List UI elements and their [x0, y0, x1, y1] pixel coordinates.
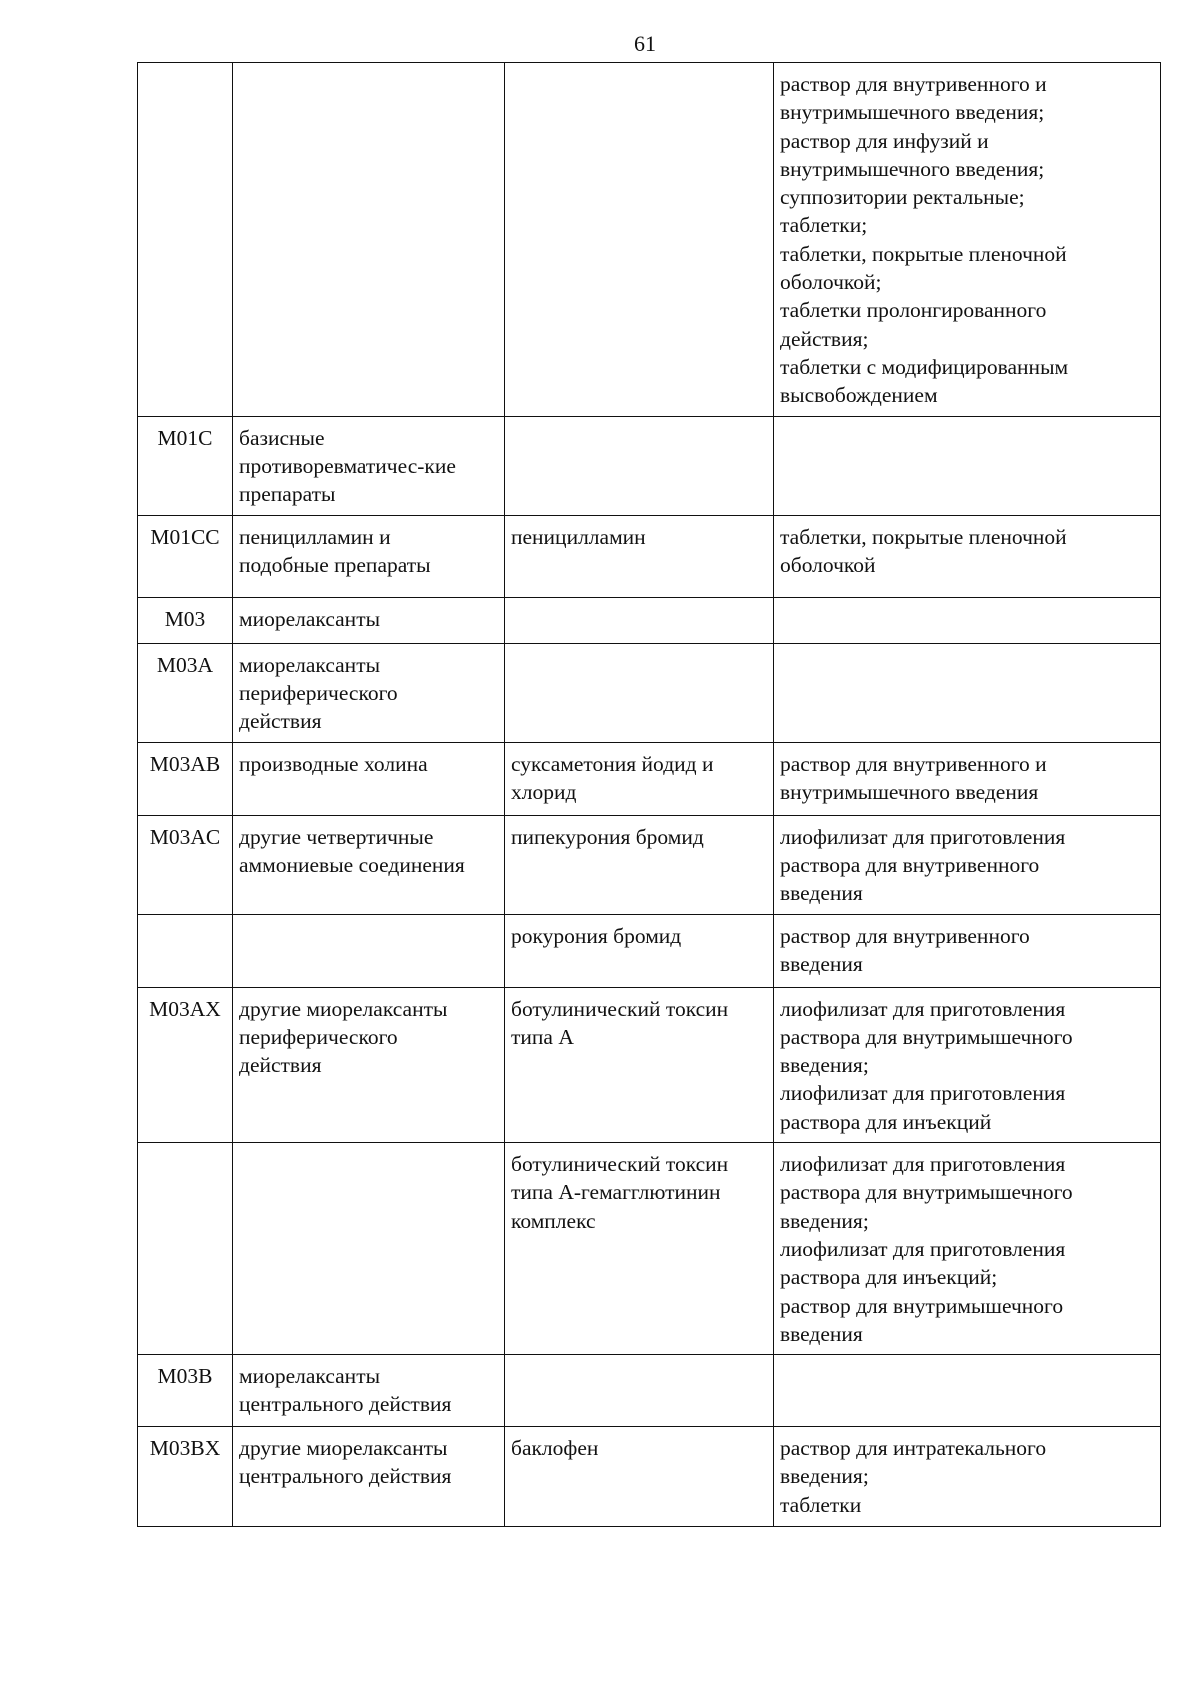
drug-name-cell	[505, 515, 774, 597]
table-row	[138, 1355, 1161, 1427]
dosage-forms-line: раствора для инъекций;	[780, 1265, 998, 1290]
dosage-forms-line: внутримышечного введения;	[780, 100, 1045, 125]
dosage-forms-line: лиофилизат для приготовления	[780, 996, 1066, 1021]
dosage-forms-line: таблетки пролонгированного	[780, 298, 1047, 323]
anatomic-group-cell	[233, 1143, 505, 1355]
drug-name-cell	[505, 1143, 774, 1355]
dosage-forms-line: раствор для внутримышечного	[780, 1293, 1064, 1318]
anatomic-group-line: другие миорелаксанты	[239, 1436, 448, 1461]
anatomic-group-cell	[233, 597, 505, 643]
anatomic-group-cell	[233, 643, 505, 742]
dosage-forms-line: введения	[780, 881, 863, 906]
dosage-forms-line: оболочкой;	[780, 270, 882, 295]
dosage-forms-line: оболочкой	[780, 552, 876, 577]
dosage-forms-cell	[774, 416, 1161, 515]
dosage-forms-cell	[774, 815, 1161, 914]
anatomic-group-line: пеницилламин и	[239, 524, 391, 549]
drug-name-cell	[505, 1427, 774, 1527]
dosage-forms-line: таблетки	[780, 1492, 862, 1517]
dosage-forms-line: раствора для внутримышечного	[780, 1024, 1073, 1049]
dosage-forms-cell	[774, 63, 1161, 417]
dosage-forms-cell	[774, 742, 1161, 815]
anatomic-group-line: действия	[239, 709, 322, 734]
anatomic-group-line: производные холина	[239, 751, 428, 776]
drug-name-line: типа А	[511, 1024, 574, 1049]
atc-code-cell	[138, 63, 233, 417]
atc-code-cell	[138, 515, 233, 597]
table-row	[138, 643, 1161, 742]
drug-name-cell	[505, 914, 774, 987]
atc-code-text: M03	[164, 606, 206, 631]
atc-code-text: M03AC	[149, 824, 221, 849]
dosage-forms-line: введения;	[780, 1208, 869, 1233]
anatomic-group-line: миорелаксанты	[239, 1364, 381, 1389]
table-row	[138, 1427, 1161, 1527]
dosage-forms-line: раствора для внутримышечного	[780, 1180, 1073, 1205]
atc-code-cell	[138, 742, 233, 815]
dosage-forms-line: таблетки, покрытые пленочной	[780, 524, 1067, 549]
page-number: 61	[634, 31, 656, 56]
anatomic-group-line: препараты	[239, 482, 336, 507]
atc-code-cell	[138, 1355, 233, 1427]
atc-code-cell	[138, 1143, 233, 1355]
anatomic-group-line: подобные препараты	[239, 552, 431, 577]
drug-name-line: суксаметония йодид и	[511, 751, 714, 776]
anatomic-group-line: базисные	[239, 425, 325, 450]
anatomic-group-cell	[233, 987, 505, 1142]
dosage-forms-line: действия;	[780, 326, 869, 351]
dosage-forms-line: лиофилизат для приготовления	[780, 1236, 1066, 1261]
atc-code-text: M03B	[157, 1364, 213, 1389]
anatomic-group-cell	[233, 515, 505, 597]
atc-code-cell	[138, 987, 233, 1142]
dosage-forms-line: раствора для внутривенного	[780, 852, 1040, 877]
dosage-forms-line: высвобождением	[780, 383, 938, 408]
table-row	[138, 515, 1161, 597]
table-row	[138, 987, 1161, 1142]
dosage-forms-line: внутримышечного введения;	[780, 156, 1045, 181]
drug-name-line: типа А-гемагглютинин	[511, 1180, 721, 1205]
dosage-forms-line: введения;	[780, 1464, 869, 1489]
anatomic-group-cell	[233, 1355, 505, 1427]
dosage-forms-line: суппозитории ректальные;	[780, 185, 1025, 210]
table-row	[138, 63, 1161, 417]
dosage-forms-cell	[774, 1143, 1161, 1355]
drug-name-cell	[505, 1355, 774, 1427]
table-row	[138, 914, 1161, 987]
dosage-forms-line: таблетки, покрытые пленочной	[780, 241, 1067, 266]
table-body	[138, 63, 1161, 1527]
anatomic-group-cell	[233, 1427, 505, 1527]
dosage-forms-cell	[774, 914, 1161, 987]
dosage-forms-line: раствор для интратекального	[780, 1436, 1047, 1461]
drug-name-line: комплекс	[511, 1208, 596, 1233]
anatomic-group-line: миорелаксанты	[239, 652, 381, 677]
anatomic-group-cell	[233, 742, 505, 815]
anatomic-group-line: другие миорелаксанты	[239, 996, 448, 1021]
table-row	[138, 742, 1161, 815]
drug-name-line: хлорид	[511, 779, 577, 804]
anatomic-group-line: противоревматичес-кие	[239, 453, 456, 478]
dosage-forms-line: введения	[780, 1321, 863, 1346]
dosage-forms-cell	[774, 643, 1161, 742]
drug-name-cell	[505, 597, 774, 643]
anatomic-group-line: действия	[239, 1053, 322, 1078]
dosage-forms-cell	[774, 597, 1161, 643]
anatomic-group-cell	[233, 416, 505, 515]
dosage-forms-cell	[774, 1427, 1161, 1527]
drug-name-line: ботулинический токсин	[511, 996, 729, 1021]
table-row	[138, 416, 1161, 515]
dosage-forms-line: внутримышечного введения	[780, 779, 1039, 804]
dosage-forms-cell	[774, 515, 1161, 597]
drug-table	[137, 62, 1161, 1527]
dosage-forms-line: раствор для внутривенного	[780, 923, 1030, 948]
dosage-forms-cell	[774, 1355, 1161, 1427]
atc-code-cell	[138, 914, 233, 987]
drug-name-cell	[505, 742, 774, 815]
anatomic-group-line: центрального действия	[239, 1392, 452, 1417]
dosage-forms-line: таблетки;	[780, 213, 868, 238]
drug-name-line: баклофен	[511, 1436, 599, 1461]
table-row	[138, 815, 1161, 914]
atc-code-cell	[138, 1427, 233, 1527]
drug-name-line: пеницилламин	[511, 524, 646, 549]
drug-name-line: рокурония бромид	[511, 923, 682, 948]
drug-name-cell	[505, 987, 774, 1142]
atc-code-text: M01CC	[150, 524, 220, 549]
drug-name-cell	[505, 643, 774, 742]
dosage-forms-line: введения;	[780, 1053, 869, 1078]
anatomic-group-line: аммониевые соединения	[239, 852, 465, 877]
anatomic-group-cell	[233, 914, 505, 987]
dosage-forms-line: раствора для инъекций	[780, 1109, 992, 1134]
atc-code-text: M01C	[157, 425, 213, 450]
drug-name-cell	[505, 63, 774, 417]
atc-code-cell	[138, 643, 233, 742]
atc-code-text: M03BX	[149, 1436, 221, 1461]
anatomic-group-line: миорелаксанты	[239, 606, 381, 631]
table-row	[138, 597, 1161, 643]
atc-code-text: M03A	[156, 652, 214, 677]
anatomic-group-line: другие четвертичные	[239, 824, 434, 849]
anatomic-group-line: центрального действия	[239, 1464, 452, 1489]
atc-code-text: M03AB	[149, 751, 221, 776]
anatomic-group-cell	[233, 815, 505, 914]
drug-name-line: ботулинический токсин	[511, 1152, 729, 1177]
dosage-forms-line: таблетки с модифицированным	[780, 354, 1069, 379]
dosage-forms-line: раствор для внутривенного и	[780, 751, 1047, 776]
dosage-forms-line: раствор для инфузий и	[780, 128, 989, 153]
anatomic-group-line: периферического	[239, 1024, 398, 1049]
anatomic-group-line: периферического	[239, 680, 398, 705]
dosage-forms-line: лиофилизат для приготовления	[780, 1081, 1066, 1106]
anatomic-group-cell	[233, 63, 505, 417]
drug-name-cell	[505, 416, 774, 515]
atc-code-cell	[138, 815, 233, 914]
dosage-forms-cell	[774, 987, 1161, 1142]
atc-code-text: M03AX	[149, 996, 221, 1021]
drug-name-line: пипекурония бромид	[511, 824, 704, 849]
dosage-forms-line: введения	[780, 951, 863, 976]
drug-name-cell	[505, 815, 774, 914]
dosage-forms-line: раствор для внутривенного и	[780, 72, 1047, 96]
table-row	[138, 1143, 1161, 1355]
dosage-forms-line: лиофилизат для приготовления	[780, 1152, 1066, 1177]
atc-code-cell	[138, 416, 233, 515]
atc-code-cell	[138, 597, 233, 643]
dosage-forms-line: лиофилизат для приготовления	[780, 824, 1066, 849]
